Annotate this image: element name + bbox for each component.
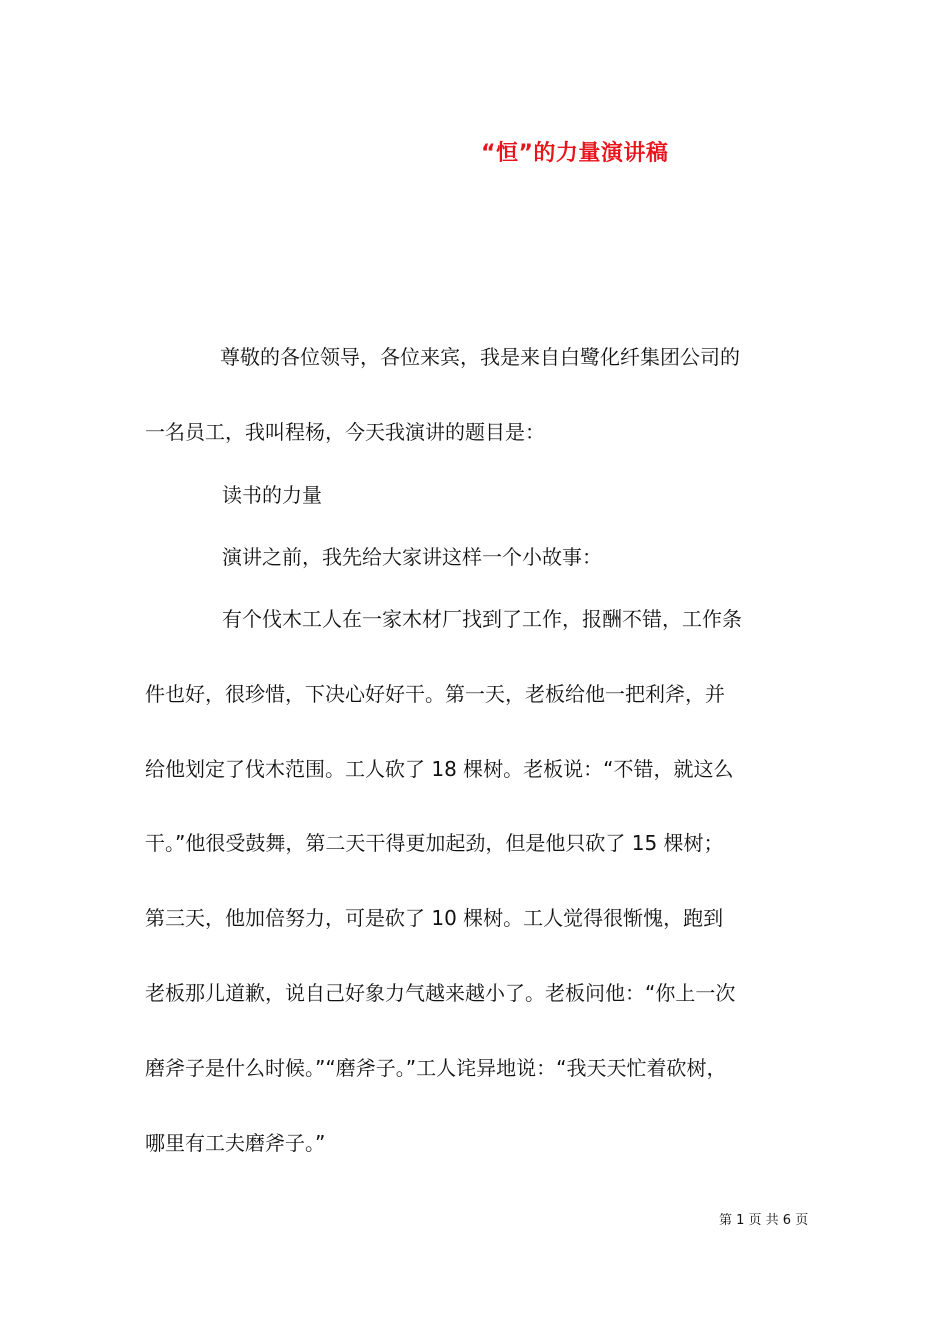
paragraph-line: 件也好，很珍惜，下决心好好干。第一天，老板给他一把利斧，并 xyxy=(145,682,725,706)
paragraph-line: 老板那儿道歉，说自己好象力气越来越小了。老板问他：“你上一次 xyxy=(145,981,736,1005)
page-footer: 第 1 页 共 6 页 xyxy=(719,1213,809,1228)
document-title: “恒”的力量演讲稿 xyxy=(481,141,669,166)
paragraph-line: 尊敬的各位领导，各位来宾，我是来自白鹭化纤集团公司的 xyxy=(220,345,740,369)
paragraph-line: 演讲之前，我先给大家讲这样一个小故事： xyxy=(222,545,602,569)
paragraph-line: 一名员工，我叫程杨，今天我演讲的题目是： xyxy=(145,420,545,444)
paragraph-line: 给他划定了伐木范围。工人砍了 18 棵树。老板说：“不错，就这么 xyxy=(145,757,734,781)
paragraph-line: 磨斧子是什么时候。”“磨斧子。”工人诧异地说：“我天天忙着砍树， xyxy=(145,1056,727,1080)
paragraph-line: 第三天，他加倍努力，可是砍了 10 棵树。工人觉得很惭愧，跑到 xyxy=(145,906,724,930)
paragraph-line: 读书的力量 xyxy=(222,483,322,507)
paragraph-line: 哪里有工夫磨斧子。” xyxy=(145,1131,326,1155)
paragraph-line: 干。”他很受鼓舞，第二天干得更加起劲，但是他只砍了 15 棵树； xyxy=(145,831,724,855)
paragraph-line: 有个伐木工人在一家木材厂找到了工作，报酬不错，工作条 xyxy=(222,607,742,631)
